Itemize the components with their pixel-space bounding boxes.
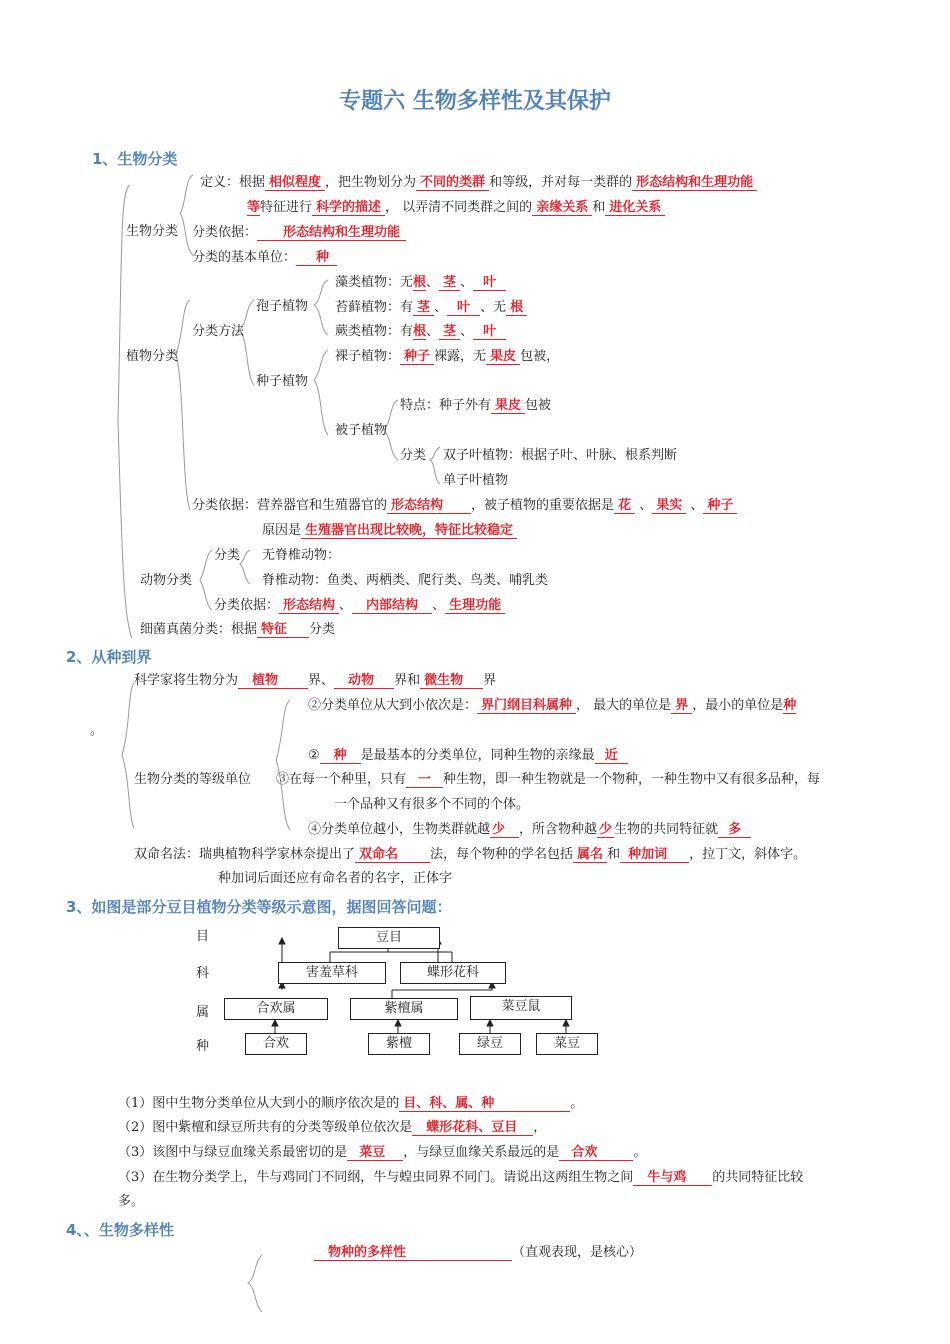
page-title: 专题六 生物多样性及其保护 — [339, 89, 611, 114]
moss-line: 苔藓植物：有 茎 、 叶 、无 根 — [335, 300, 527, 316]
reason-line: 原因是 生殖器官出现比较晚，特征比较稳定 — [262, 523, 517, 539]
animal-label: 动物分类 — [140, 573, 193, 588]
dicot-line: 双子叶植物：根据子叶、叶脉、根系判断 — [443, 448, 678, 463]
level-label-species: 种 — [196, 1039, 210, 1054]
node-species-4: 菜豆 — [536, 1033, 598, 1055]
animal-classify-label: 分类 — [214, 548, 241, 563]
method-label: 分类方法 — [192, 324, 245, 339]
vertebrate-line: 脊椎动物：鱼类、两栖类、爬行类、鸟类、哺乳类 — [262, 573, 549, 588]
section-3-heading: 3、如图是部分豆目植物分类等级示意图，据图回答问题： — [66, 898, 452, 916]
question-4-cont: 多。 — [118, 1194, 145, 1209]
micro-line: 细菌真菌分类：根据 特征 分类 — [140, 622, 336, 637]
definition-line-1: 定义：根据 相似程度 ，把生物划分为 不同的类群 和等级，并对每一类群的 形态结构和生理功能 — [200, 175, 757, 191]
node-genus-3: 菜豆鼠 — [470, 996, 572, 1020]
node-genus-1: 合欢属 — [224, 998, 328, 1020]
section-4-heading: 4、、生物多样性 — [66, 1221, 174, 1239]
monocot-line: 单子叶植物 — [443, 473, 509, 488]
question-4: （3）在生物分类学上，牛与鸡同门不同纲，牛与蝗虫同界不同门。请说出这两组生物之间 牛与鸡 的共同特征比较 — [118, 1170, 804, 1185]
node-species-2: 紫檀 — [368, 1033, 430, 1055]
binomial-line-1: 双命名法：瑞典植物科学家林奈提出了 双命名 法，每个物种的学名包括 属名 和 种加词 ，拉丁文，斜体字。 — [134, 847, 807, 862]
node-genus-2: 紫檀属 — [350, 998, 458, 1020]
rank-line-4: ④分类单位越小，生物类群就越 少 ，所含物种越 少 生物的共同特征就 多 — [308, 822, 751, 838]
seed-label: 种子植物 — [256, 374, 309, 389]
invertebrate-line: 无脊椎动物： — [262, 548, 341, 563]
rank-line-3: ③在每一个种里，只有 一 种生物，即一种生物就是一个物种，一种生物中又有很多品种，每 — [276, 772, 821, 787]
question-2: （2）图中紫檀和绿豆所共有的分类等级单位依次是 蝶形花科、豆目 ， — [118, 1120, 547, 1135]
basis-line: 分类依据： 形态结构和生理功能 — [192, 225, 406, 241]
classify-label: 分类 — [400, 448, 427, 463]
binomial-line-2: 种加词后面还应有命名者的名字，正体字 — [218, 871, 453, 886]
spore-label: 孢子植物 — [256, 299, 309, 314]
algae-line: 藻类植物：无根、 茎 、 叶 — [335, 275, 506, 291]
node-family-1: 害羞草科 — [278, 962, 386, 984]
rank-line-3b: 一个品种又有很多个不同的个体。 — [334, 797, 530, 812]
question-3: （3）该图中与绿豆血缘关系最密切的是 菜豆 ，与绿豆血缘关系最远的是 合欢 。 — [118, 1145, 647, 1160]
node-order: 豆目 — [338, 927, 440, 949]
question-1: （1）图中生物分类单位从大到小的顺序依次是的 目、科、属、种 。 — [118, 1096, 584, 1111]
animal-basis-line: 分类依据： 形态结构 、 内部结构 、 生理功能 — [214, 598, 505, 614]
rank-label: 生物分类的等级单位 — [134, 772, 252, 787]
plant-basis-line: 分类依据：营养器官和生殖器官的 形态结构 ，被子植物的重要依据是 花 、 果实 、 种子 — [192, 498, 737, 514]
node-species-1: 合欢 — [245, 1033, 307, 1055]
level-label-family: 科 — [196, 966, 210, 981]
section-1-heading: 1、生物分类 — [92, 150, 178, 168]
gymnosperm-line: 裸子植物： 种子 裸露，无 果皮 包被， — [335, 349, 560, 364]
node-species-3: 绿豆 — [459, 1033, 521, 1055]
angiosperm-label: 被子植物 — [335, 423, 388, 438]
fern-line: 蕨类植物：有根、 茎 、 叶 — [335, 324, 506, 340]
kingdom-line: 科学家将生物分为 植物 界、 动物 界和 微生物 界 — [134, 673, 497, 688]
level-label-order: 目 — [196, 929, 210, 944]
section-2-heading: 2、从种到界 — [66, 648, 152, 666]
feature-line: 特点：种子外有 果皮 包被 — [400, 398, 552, 413]
root-label: 生物分类 — [126, 224, 179, 239]
plant-label: 植物分类 — [126, 349, 179, 364]
level-label-genus: 属 — [196, 1005, 210, 1020]
unit-line: 分类的基本单位： 种 — [192, 250, 337, 266]
stray-dot: 。 — [90, 723, 104, 738]
rank-line-1: ②分类单位从大到小依次是： 界门纲目科属种 ， 最大的单位是 界 ，最小的单位是种 — [308, 698, 797, 713]
node-family-2: 蝶形花科 — [400, 962, 506, 984]
rank-line-2: ② 种 是最基本的分类单位，同种生物的亲缘最 近 — [308, 748, 628, 764]
definition-line-2: 等特征进行 科学的描述 ， 以弄清不同类群之间的 亲缘关系 和 进化关系 — [247, 200, 665, 216]
diversity-line: 物种的多样性 （直观表现，是核心） — [314, 1245, 642, 1261]
